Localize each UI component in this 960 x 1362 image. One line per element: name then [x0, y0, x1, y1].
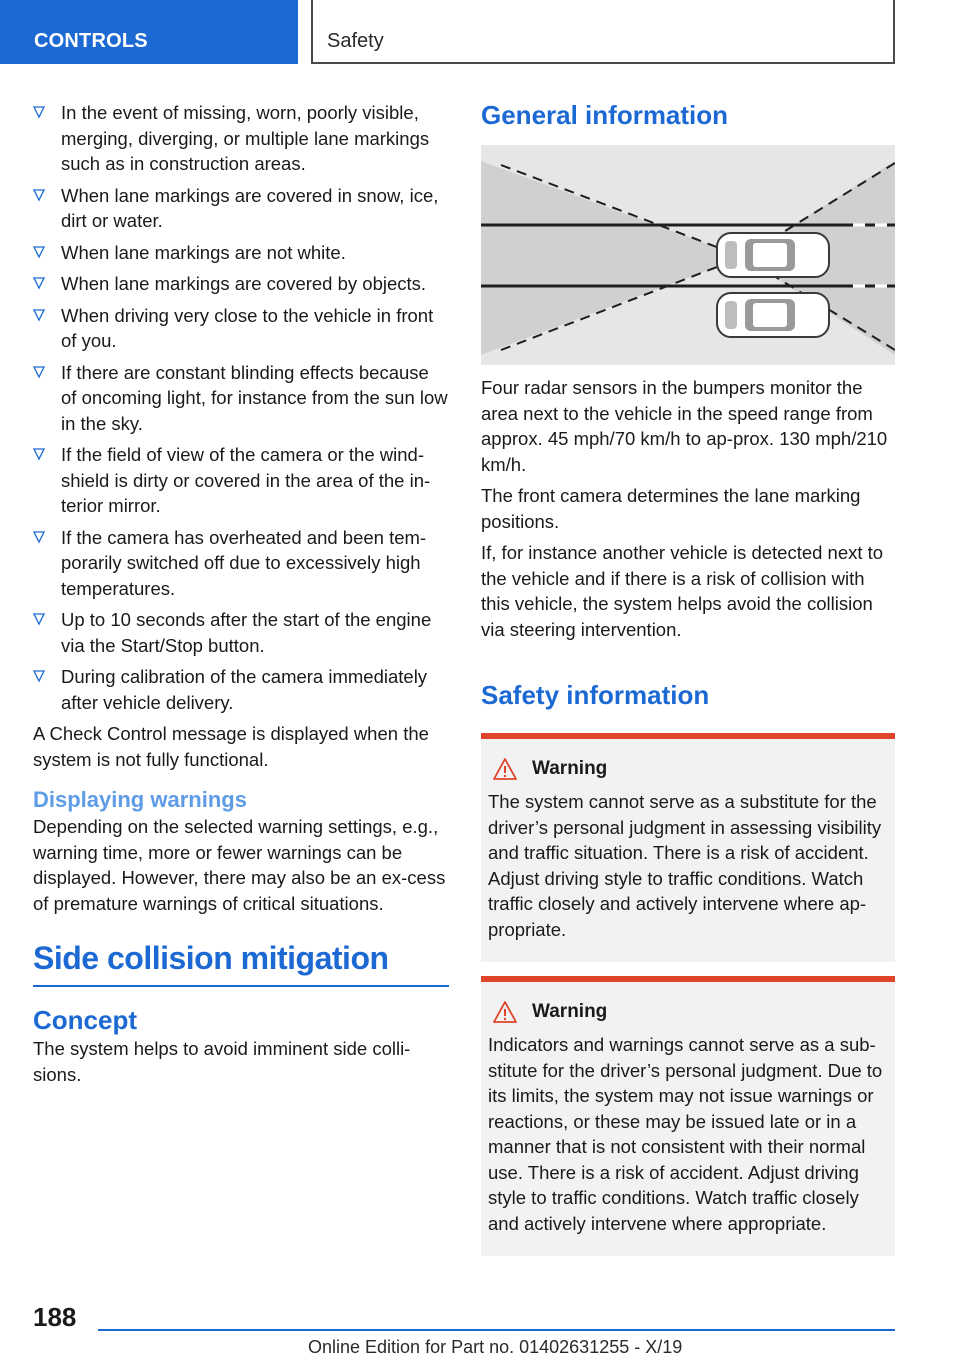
warning-text: The system cannot serve as a substitute for the driver’s personal judgment in assessing visibility and traffic situation. There is a risk of accident. Adjust driving style to traffic conditions. Watch traffic closely and actively intervene where ap-propriate. [488, 791, 882, 940]
warning-box [481, 976, 895, 1256]
right-column [481, 100, 895, 1256]
check-control-text: A Check Control message is displayed when the system is not fully functional. [33, 723, 429, 770]
list-item: In the event of missing, worn, poorly visible, merging, diverging, or multiple lane markings such as in construction areas. [33, 100, 449, 177]
list-item: When lane markings are covered in snow, ice, dirt or water. [33, 183, 449, 234]
edition-text: Online Edition for Part no. 01402631255 - X/19 [308, 1337, 683, 1357]
safety-information-heading: Safety information [481, 680, 710, 710]
warning-triangle-icon [492, 1000, 518, 1024]
warning-text: Indicators and warnings cannot serve as a sub-stitute for the driver’s personal judgment. Due to its limits, the system may not issue warnings or reactions, or these may be issued late or in a manner that is not consistent with their normal use. There is a risk of accident. Adjust driving style to traffic conditions. Watch traffic closely and actively intervene where appropriate. [488, 1034, 883, 1234]
triangle-bullet-icon [33, 188, 45, 202]
car-icon [717, 293, 829, 337]
displaying-warnings-heading: Displaying warnings [33, 787, 247, 812]
section-title: Side collision mitigation [33, 940, 389, 976]
list-item: If the camera has overheated and been tem-porarily switched off due to excessively high temperatures. [33, 525, 449, 602]
list-item: When lane markings are covered by objects. [33, 271, 449, 297]
list-item: When lane markings are not white. [33, 240, 449, 266]
list-item: Up to 10 seconds after the start of the engine via the Start/Stop button. [33, 607, 449, 658]
limitations-list [33, 100, 449, 715]
concept-text: The system helps to avoid imminent side colli-sions. [33, 1038, 411, 1085]
displaying-warnings-text: Depending on the selected warning settings, e.g., warning time, more or fewer warnings can be displayed. However, there may also be an ex-cess of premature warnings of critical situations. [33, 816, 446, 914]
triangle-bullet-icon [33, 530, 45, 544]
warning-box [481, 733, 895, 962]
triangle-bullet-icon [33, 612, 45, 626]
section-tab [0, 0, 298, 64]
left-column [33, 100, 449, 1087]
triangle-bullet-icon [33, 308, 45, 322]
warning-title: Warning [532, 758, 608, 779]
general-paragraph: If, for instance another vehicle is detected next to the vehicle and if there is a risk of collision with this vehicle, the system helps avoid the collision via steering intervention. [481, 542, 884, 640]
concept-heading: Concept [33, 1005, 137, 1035]
footer-rule [98, 1329, 895, 1331]
section-label: CONTROLS [34, 30, 148, 52]
general-paragraph: The front camera determines the lane marking positions. [481, 485, 861, 532]
radar-lane-diagram [481, 145, 895, 365]
chapter-label: Safety [327, 30, 384, 52]
triangle-bullet-icon [33, 105, 45, 119]
general-information-heading: General information [481, 100, 729, 130]
list-item: When driving very close to the vehicle in front of you. [33, 303, 449, 354]
triangle-bullet-icon [33, 276, 45, 290]
triangle-bullet-icon [33, 447, 45, 461]
chapter-tab [311, 0, 895, 64]
title-underline [33, 985, 449, 987]
warning-title: Warning [532, 1001, 608, 1022]
triangle-bullet-icon [33, 365, 45, 379]
car-icon [717, 233, 829, 277]
page-number: 188 [33, 1302, 77, 1332]
triangle-bullet-icon [33, 669, 45, 683]
list-item: If there are constant blinding effects because of oncoming light, for instance from the sun low in the sky. [33, 360, 449, 437]
triangle-bullet-icon [33, 245, 45, 259]
list-item: During calibration of the camera immediately after vehicle delivery. [33, 664, 449, 715]
list-item: If the field of view of the camera or the wind-shield is dirty or covered in the area of the in-terior mirror. [33, 442, 449, 519]
warning-triangle-icon [492, 757, 518, 781]
general-paragraph: Four radar sensors in the bumpers monitor the area next to the vehicle in the speed range from approx. 45 mph/70 km/h to ap-prox. 130 mph/210 km/h. [481, 377, 888, 475]
